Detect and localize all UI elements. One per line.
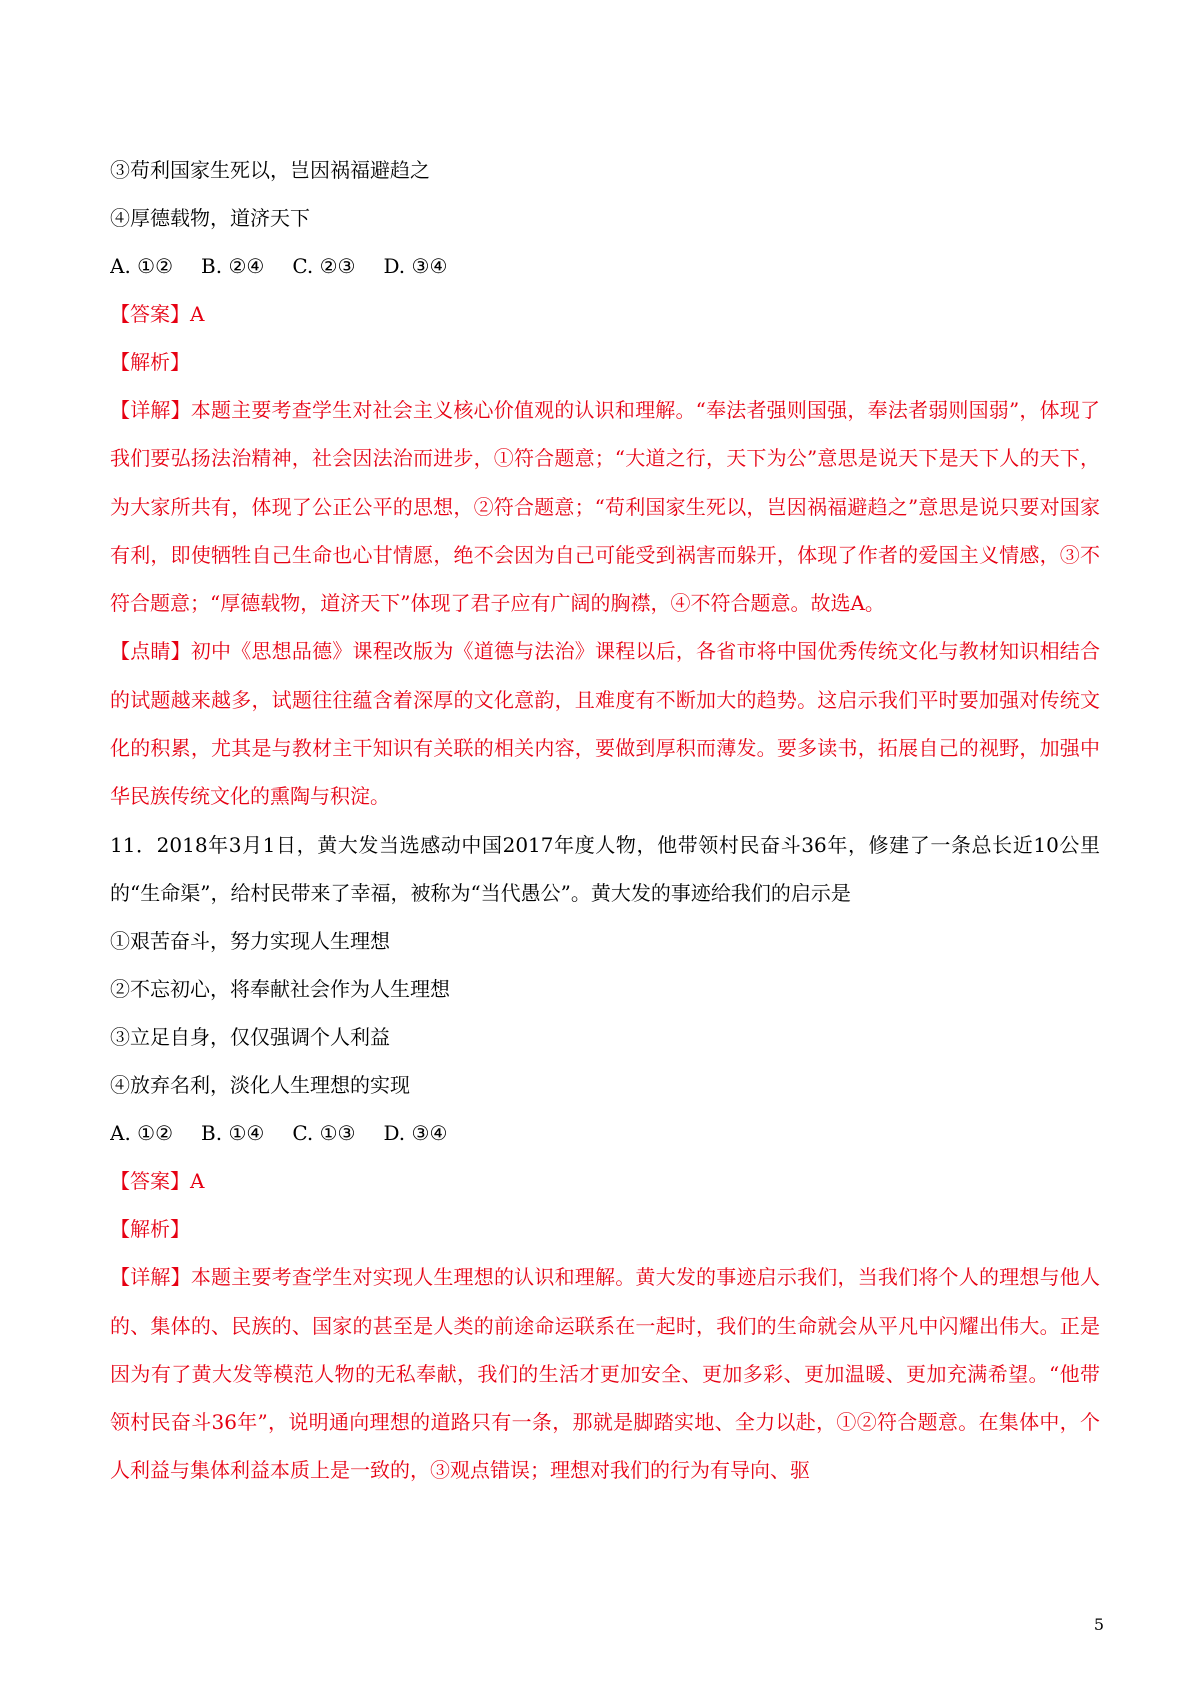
- q10-option-b: B. ②④: [201, 254, 265, 278]
- q10-answer-value: A: [190, 302, 205, 326]
- q10-detail: [110, 386, 1100, 627]
- q10-tip-text: 初中《思想品德》课程改版为《道德与法治》课程以后，各省市将中国优秀传统文化与教材知识相结合的试题越来越多，试题往往蕴含着深厚的文化意韵，且难度有不断加大的趋势。这启示我们平时要加强对传统文化的积累，尤其是与教材主干知识有关联的相关内容，要做到厚积而薄发。要多读书，拓展自己的视野，加强中华民族传统文化的熏陶与积淀。: [110, 639, 1101, 809]
- q10-option-d: D. ③④: [383, 254, 448, 278]
- q11-item-4: ④放弃名利，淡化人生理想的实现: [110, 1073, 410, 1098]
- q10-item-4: ④厚德载物，道济天下: [110, 206, 310, 230]
- q10-answer-label: 【答案】: [110, 302, 190, 326]
- document-body: [110, 146, 1100, 1495]
- q11-analysis: [110, 1205, 1100, 1253]
- q10-analysis: [110, 338, 1100, 386]
- q11-item-3: ③立足自身，仅仅强调个人利益: [110, 1025, 390, 1050]
- q10-options: [110, 242, 1100, 290]
- q11-answer: [110, 1157, 1100, 1205]
- q11-option-b: B. ①④: [201, 1121, 265, 1146]
- q11-options: [110, 1109, 1100, 1157]
- q11-detail-text: 本题主要考查学生对实现人生理想的认识和理解。黄大发的事迹启示我们，当我们将个人的理想与他人的、集体的、民族的、国家的甚至是人类的前途命运联系在一起时，我们的生命就会从平凡中闪耀出伟大。正是因为有了黄大发等模范人物的无私奉献，我们的生活才更加安全、更加多彩、更加温暖、更加充满希望。“他带领村民奋斗36年”，说明通向理想的道路只有一条，那就是脚踏实地、全力以赴，①②符合题意。在集体中，个人利益与集体利益本质上是一致的，③观点错误；理想对我们的行为有导向、驱: [110, 1265, 1101, 1483]
- q11-analysis-label: 【解析】: [110, 1217, 190, 1242]
- q10-tip-label: 【点睛】: [110, 639, 191, 664]
- q11-item-1: ①艰苦奋斗，努力实现人生理想: [110, 929, 390, 954]
- q11-option-d: D. ③④: [383, 1121, 448, 1146]
- q10-item-3: ③苟利国家生死以，岂因祸福避趋之: [110, 158, 430, 182]
- q11-answer-value: A: [190, 1169, 205, 1194]
- q11-detail: [110, 1253, 1100, 1494]
- q10-tip: [110, 627, 1100, 820]
- q11-option-a: A. ①②: [110, 1121, 174, 1146]
- q10-answer: [110, 290, 1100, 338]
- q11-item-2: ②不忘初心，将奉献社会作为人生理想: [110, 977, 450, 1002]
- q11-detail-label: 【详解】: [110, 1265, 191, 1290]
- q10-detail-text: 本题主要考查学生对社会主义核心价值观的认识和理解。“奉法者强则国强，奉法者弱则国弱”，体现了我们要弘扬法治精神，社会因法治而进步，①符合题意；“大道之行，天下为公”意思是说天下是天下人的天下，为大家所共有，体现了公正公平的思想，②符合题意；“苟利国家生死以，岂因祸福避趋之”意思是说只要对国家有利，即使牺牲自己生命也心甘情愿，绝不会因为自己可能受到祸害而躲开，体现了作者的爱国主义情感，③不符合题意；“厚德载物，道济天下”体现了君子应有广阔的胸襟，④不符合题意。故选A。: [110, 398, 1100, 616]
- q10-analysis-label: 【解析】: [110, 350, 190, 374]
- q10-option-c: C. ②③: [292, 254, 356, 278]
- q10-detail-label: 【详解】: [110, 398, 191, 422]
- page-number: 5: [1093, 1615, 1104, 1634]
- q11-stem: 11．2018年3月1日，黄大发当选感动中国2017年度人物，他带领村民奋斗36年，修建了一条总长近10公里的“生命渠”，给村民带来了幸福，被称为“当代愚公”。黄大发的事迹给我们的启示是: [110, 832, 1100, 905]
- q11-answer-label: 【答案】: [110, 1169, 190, 1194]
- q11-option-c: C. ①③: [292, 1121, 356, 1146]
- q10-option-a: A. ①②: [110, 254, 174, 278]
